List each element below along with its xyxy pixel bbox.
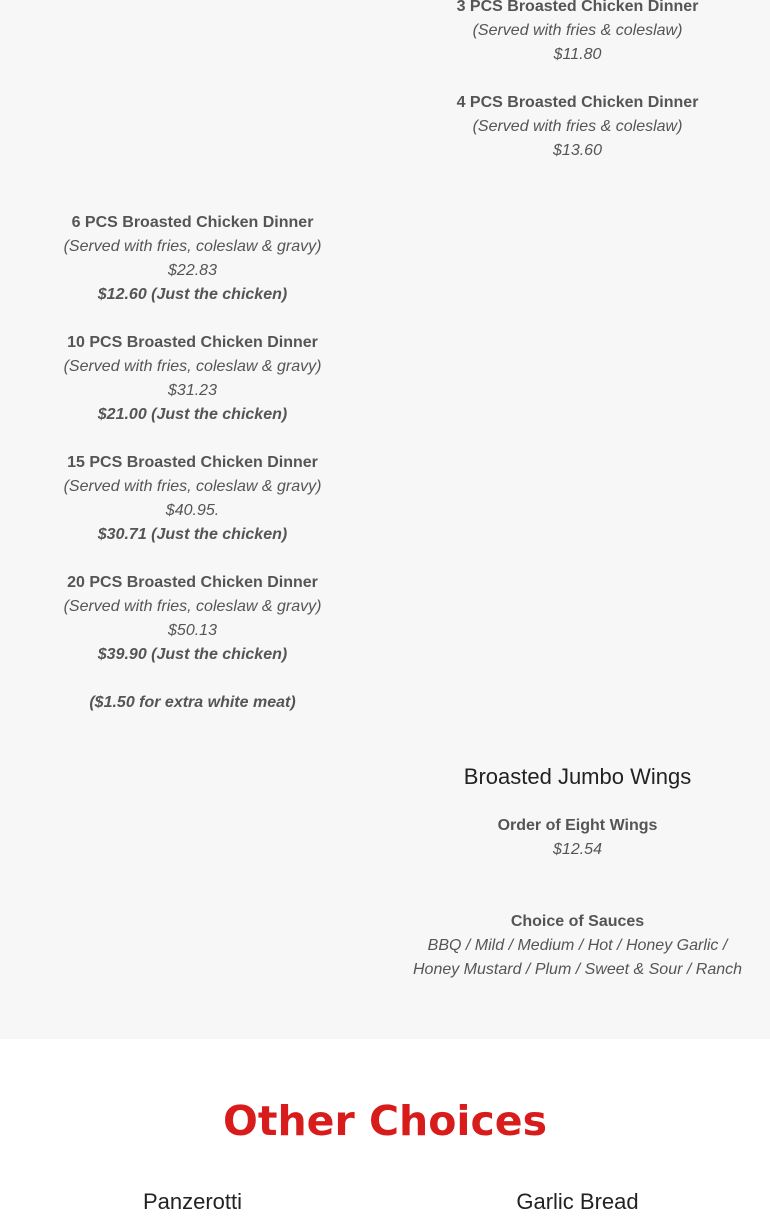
item-title: 10 PCS Broasted Chicken Dinner: [67, 334, 318, 351]
other-choices-title: Other Choices: [223, 1097, 547, 1145]
item-alt-price: $39.90 (Just the chicken): [97, 646, 288, 663]
item-title: 3 PCS Broasted Chicken Dinner: [456, 0, 699, 15]
item-alt-price: $12.60 (Just the chicken): [97, 286, 288, 303]
item-alt-price: $21.00 (Just the chicken): [97, 406, 288, 423]
sauces-list-line-1: BBQ / Mild / Medium / Hot / Honey Garlic /: [427, 937, 728, 954]
menu-item-20pcs: [0, 571, 385, 667]
item-title: 4 PCS Broasted Chicken Dinner: [456, 94, 699, 111]
panzerotti-heading: [0, 1187, 385, 1217]
menu-item-10pcs: [0, 331, 385, 427]
item-price: $22.83: [168, 262, 217, 279]
sauces-list-line-2: Honey Mustard / Plum / Sweet & Sour / Ranch: [412, 961, 743, 978]
item-title: 20 PCS Broasted Chicken Dinner: [67, 574, 318, 591]
item-title: Order of Eight Wings: [497, 817, 658, 834]
menu-item-15pcs: [0, 451, 385, 547]
item-description: (Served with fries & coleslaw): [472, 118, 683, 135]
section-heading: Garlic Bread: [516, 1189, 639, 1214]
item-description: (Served with fries, coleslaw & gravy): [63, 478, 322, 495]
item-price: $40.95.: [165, 502, 220, 519]
item-description: (Served with fries, coleslaw & gravy): [63, 358, 322, 375]
note-text: ($1.50 for extra white meat): [89, 694, 296, 711]
menu-item-wings: [385, 814, 770, 862]
item-price: $13.60: [553, 142, 602, 159]
item-price: $50.13: [168, 622, 217, 639]
menu-item-6pcs: [0, 211, 385, 307]
menu-item-4pcs: [385, 91, 770, 163]
item-price: $12.54: [553, 841, 602, 858]
garlic-bread-heading: [385, 1187, 770, 1217]
section-heading: Broasted Jumbo Wings: [463, 764, 692, 789]
item-alt-price: $30.71 (Just the chicken): [97, 526, 288, 543]
extra-white-meat-note: [0, 691, 385, 715]
item-description: (Served with fries, coleslaw & gravy): [63, 238, 322, 255]
wings-heading: [385, 762, 770, 792]
item-description: (Served with fries, coleslaw & gravy): [63, 598, 322, 615]
item-price: $11.80: [553, 46, 602, 63]
menu-item-3pcs: [385, 0, 770, 67]
section-heading: Panzerotti: [142, 1189, 243, 1214]
item-title: 15 PCS Broasted Chicken Dinner: [67, 454, 318, 471]
sauces-title: Choice of Sauces: [510, 913, 645, 930]
sauces-block: [385, 910, 770, 982]
item-price: $31.23: [168, 382, 217, 399]
item-title: 6 PCS Broasted Chicken Dinner: [71, 214, 314, 231]
item-description: (Served with fries & coleslaw): [472, 22, 683, 39]
